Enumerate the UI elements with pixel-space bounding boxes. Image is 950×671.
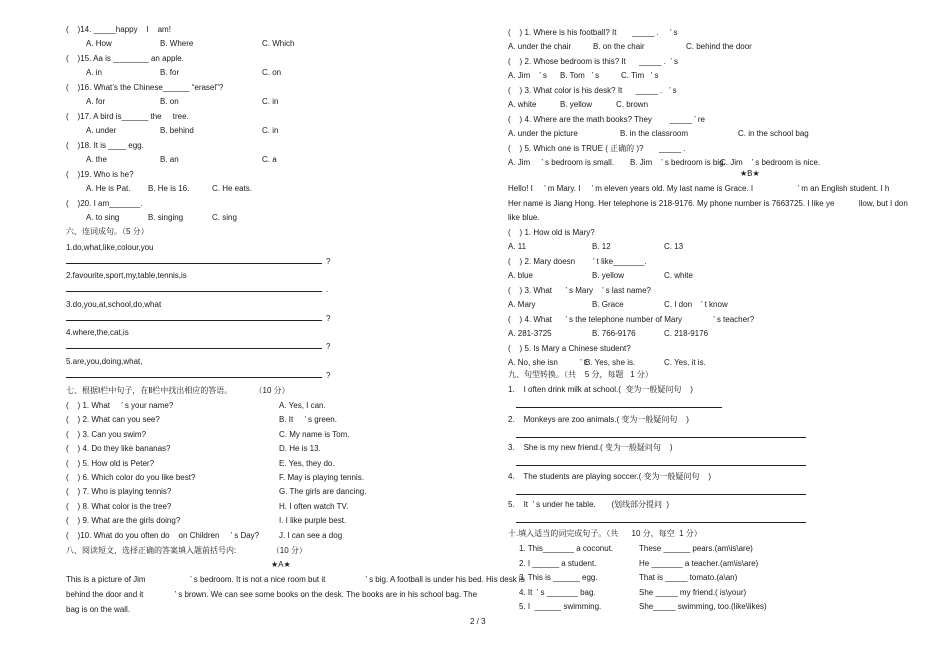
match-answer: D. He is 13. [279, 444, 321, 454]
fill-blank: These ______ pears.(am\is\are) [639, 544, 753, 553]
reading-option: B. yellow [560, 100, 593, 109]
fill-blank: 3. This is ______ egg. [519, 573, 598, 583]
sentence-end-mark: . [326, 285, 329, 294]
fill-blank: 5. I ______ swimming. [519, 602, 602, 612]
transform-sentence: 2. Monkeys are zoo animals.( 变为一般疑问句 ) [508, 415, 689, 424]
section-heading: 十.填入适当的词完成句子。（共 10 分，每空 1 分） [508, 529, 702, 538]
mc-option: B. singing [148, 213, 184, 222]
transform-sentence: 5. It ’ s under he table. (划线部分提问 ) [508, 500, 670, 509]
reading-question: ( ) 3. What color is his desk? It _____ . ’ s [508, 86, 677, 95]
reading-option: C. white [664, 271, 693, 280]
fill-blank: He _______ a teacher.(am\is\are) [639, 558, 759, 568]
mc-option: C. sing [212, 213, 237, 222]
match-question: ( ) 6. Which color do you like best? [66, 473, 196, 482]
reading-option: C. behind the door [686, 42, 752, 51]
mc-option: B. on [160, 97, 179, 106]
passage-line: Hello! I ’ m Mary. I ’ m eleven years old. My last name is Grace. I ’ m an English student. I h [508, 184, 890, 193]
reading-option: C. 13 [664, 242, 684, 251]
sentence-end-mark: ? [326, 314, 331, 323]
passage-line: Her name is Jiang Hong. Her telephone is 218-9176. My phone number is 7663725. I like ye llow, but I don [508, 198, 908, 208]
mc-question: ( )18. It is ____ egg. [66, 141, 144, 150]
answer-line [516, 494, 806, 495]
mc-question: ( )15. Aa is ________ an apple. [66, 54, 184, 63]
fill-blank: 1. This_______ a coconut. [519, 544, 614, 553]
reading-option: C. 218-9176 [664, 329, 709, 338]
section-heading: 八、阅读短文，选择正确的答案填入题前括号内: （10 分） [66, 546, 307, 555]
passage-line: This is a picture of Jim ’ s bedroom. It is not a nice room but it ’ s big. A football is under his bed. His desk is [66, 575, 525, 584]
reading-option: A. Jim ’ s [508, 71, 547, 80]
match-question: ( ) 8. What color is the tree? [66, 501, 172, 511]
mc-option: B. for [160, 68, 180, 77]
section-heading: 九、句型转换。（共 5 分，每题 1 分） [508, 370, 653, 379]
match-question: ( ) 5. How old is Peter? [66, 458, 155, 468]
fill-blank: That is _____ tomato.(a\an) [639, 573, 738, 583]
reading-option: B. Tom ’ s [560, 71, 600, 80]
reading-question: ( ) 3. What ’ s Mary ’ s last name? [508, 286, 651, 295]
answer-line [66, 263, 322, 264]
mc-option: B. He is 16. [148, 184, 190, 193]
match-answer: B. It ’ s green. [279, 415, 337, 425]
reading-option: A. under the chair [508, 42, 572, 51]
reading-option: B. 12 [592, 242, 611, 251]
reading-option: A. 281-3725 [508, 329, 552, 338]
answer-line [516, 437, 806, 438]
match-answer: J. I can see a dog [279, 530, 343, 540]
fill-blank: She _____ my friend.( is\your) [639, 587, 747, 597]
match-answer: E. Yes, they do. [279, 458, 335, 468]
mc-option: C. on [262, 68, 282, 77]
mc-question: ( )14. _____happy I am! [66, 25, 171, 34]
fill-blank: She_____ swimming, too.(like\likes) [639, 602, 767, 612]
passage-line: bag is on the wall. [66, 605, 131, 614]
mc-option: C. He eats. [212, 184, 253, 193]
mc-option: A. to sing [86, 213, 120, 222]
reading-option: B. yellow [592, 271, 625, 280]
reading-option: B. on the chair [593, 42, 645, 51]
reading-option: C. brown [616, 100, 649, 109]
transform-sentence: 4. The students are playing soccer.( 变为一般疑问句 ) [508, 472, 712, 481]
reading-option: C. I don ’ t know [664, 300, 728, 309]
word-list: 2.favourite,sport,my,table,tennis,is [66, 271, 187, 280]
transform-sentence: 3. She is my new friend.( 变为一般疑问句 ) [508, 443, 673, 452]
reading-question: ( ) 5. Which one is TRUE ( 正确的 )? _____ . [508, 144, 686, 153]
reading-option: A. No, she isn ’ t. [508, 358, 589, 367]
reading-option: B. in the classroom [620, 129, 689, 138]
reading-option: C. in the school bag [738, 129, 809, 138]
match-answer: F. May is playing tennis. [279, 473, 364, 482]
match-question: ( ) 2. What can you see? [66, 415, 160, 425]
reading-option: B. 766-9176 [592, 329, 636, 338]
mc-question: ( )20. I am_______. [66, 199, 143, 208]
reading-option: A. blue [508, 271, 533, 280]
mc-question: ( )16. What’s the Chinese______ “erasel”? [66, 83, 224, 92]
passage-line: behind the door and it ’ s brown. We can see some books on the desk. The books are in his school bag. The [66, 590, 478, 599]
mc-option: A. for [86, 97, 106, 106]
word-list: 3.do,you,at,school,do,what [66, 300, 162, 309]
sentence-end-mark: ? [326, 371, 331, 380]
match-answer: H. I often watch TV. [279, 501, 349, 511]
passage-line: like blue. [508, 213, 540, 222]
answer-line [516, 465, 806, 466]
mc-option: C. a [262, 155, 277, 164]
sentence-end-mark: ? [326, 342, 331, 351]
mc-option: B. an [160, 155, 179, 164]
match-answer: I. I like purple best. [279, 516, 347, 526]
answer-line [516, 522, 806, 523]
mc-option: A. in [86, 68, 103, 77]
word-list: 4.where,the,cat,is [66, 328, 129, 337]
answer-line [516, 407, 722, 408]
answer-line [66, 291, 322, 292]
reading-option: A. Jim ’ s bedroom is small. [508, 158, 614, 167]
reading-question: ( ) 5. Is Mary a Chinese student? [508, 344, 631, 353]
reading-option: C. Yes, it is. [664, 358, 706, 367]
reading-question: ( ) 4. What ’ s the telephone number of Mary ’ s teacher? [508, 315, 755, 324]
match-answer: C. My name is Tom. [279, 429, 350, 439]
mc-question: ( )17. A bird is______ the tree. [66, 112, 189, 121]
word-list: 1.do,what,like,colour,you [66, 243, 154, 252]
fill-blank: 4. It ’ s _______ bag. [519, 587, 596, 597]
reading-question: ( ) 1. How old is Mary? [508, 228, 595, 237]
match-question: ( ) 9. What are the girls doing? [66, 516, 181, 526]
reading-option: C. Tim ’ s [621, 71, 659, 80]
transform-sentence: 1. I often drink milk at school.( 变为一般疑问句 ) [508, 385, 693, 394]
match-question: ( ) 4. Do they like bananas? [66, 444, 171, 454]
reading-option: B. Yes, she is. [585, 358, 636, 367]
mc-option: C. in [262, 97, 279, 106]
mc-option: A. How [86, 39, 112, 48]
mc-option: A. the [86, 155, 107, 164]
mc-option: C. in [262, 126, 279, 135]
answer-line [66, 348, 322, 349]
match-question: ( ) 1. What ’ s your name? [66, 401, 174, 410]
reading-question: ( ) 1. Where is his football? It _____ . ’ s [508, 28, 678, 37]
section-heading: 七、根据Ⅰ栏中句子，在Ⅱ栏中找出相应的答语。 （10 分） [66, 386, 290, 395]
reading-option: B. Grace [592, 300, 624, 309]
reading-option: A. Mary [508, 300, 536, 309]
answer-line [66, 377, 322, 378]
mc-option: B. behind [160, 126, 194, 135]
mc-option: B. Where [160, 39, 194, 48]
answer-line [66, 320, 322, 321]
reading-option: A. 11 [508, 242, 527, 251]
mc-option: C. Which [262, 39, 295, 48]
part-title: ★A★ [271, 560, 291, 569]
fill-blank: 2. I ______ a student. [519, 558, 597, 568]
reading-question: ( ) 2. Mary doesn ’ t like_______. [508, 257, 647, 266]
page-number: 2 / 3 [470, 617, 486, 626]
reading-option: B. Jim ’ s bedroom is big. [630, 158, 726, 167]
word-list: 5.are,you,doing,what, [66, 357, 143, 366]
section-heading: 六、连词成句。（5 分） [66, 227, 149, 236]
reading-question: ( ) 2. Whose bedroom is this? It _____ . ’ s [508, 57, 678, 66]
reading-option: C. Jim ’ s bedroom is nice. [720, 158, 821, 167]
match-question: ( ) 3. Can you swim? [66, 429, 147, 439]
part-title: ★B★ [740, 169, 760, 178]
sentence-end-mark: ? [326, 257, 331, 266]
match-question: ( )10. What do you often do on Children ’ s Day? [66, 530, 260, 540]
match-answer: G. The girls are dancing. [279, 487, 367, 497]
mc-option: A. He is Pat. [86, 184, 131, 193]
match-question: ( ) 7. Who is playing tennis? [66, 487, 172, 497]
mc-option: A. under [86, 126, 117, 135]
reading-option: A. under the picture [508, 129, 578, 138]
mc-question: ( )19. Who is he? [66, 170, 134, 179]
match-answer: A. Yes, I can. [279, 401, 326, 410]
reading-question: ( ) 4. Where are the math books? They _____ ’ re [508, 115, 705, 124]
reading-option: A. white [508, 100, 537, 109]
